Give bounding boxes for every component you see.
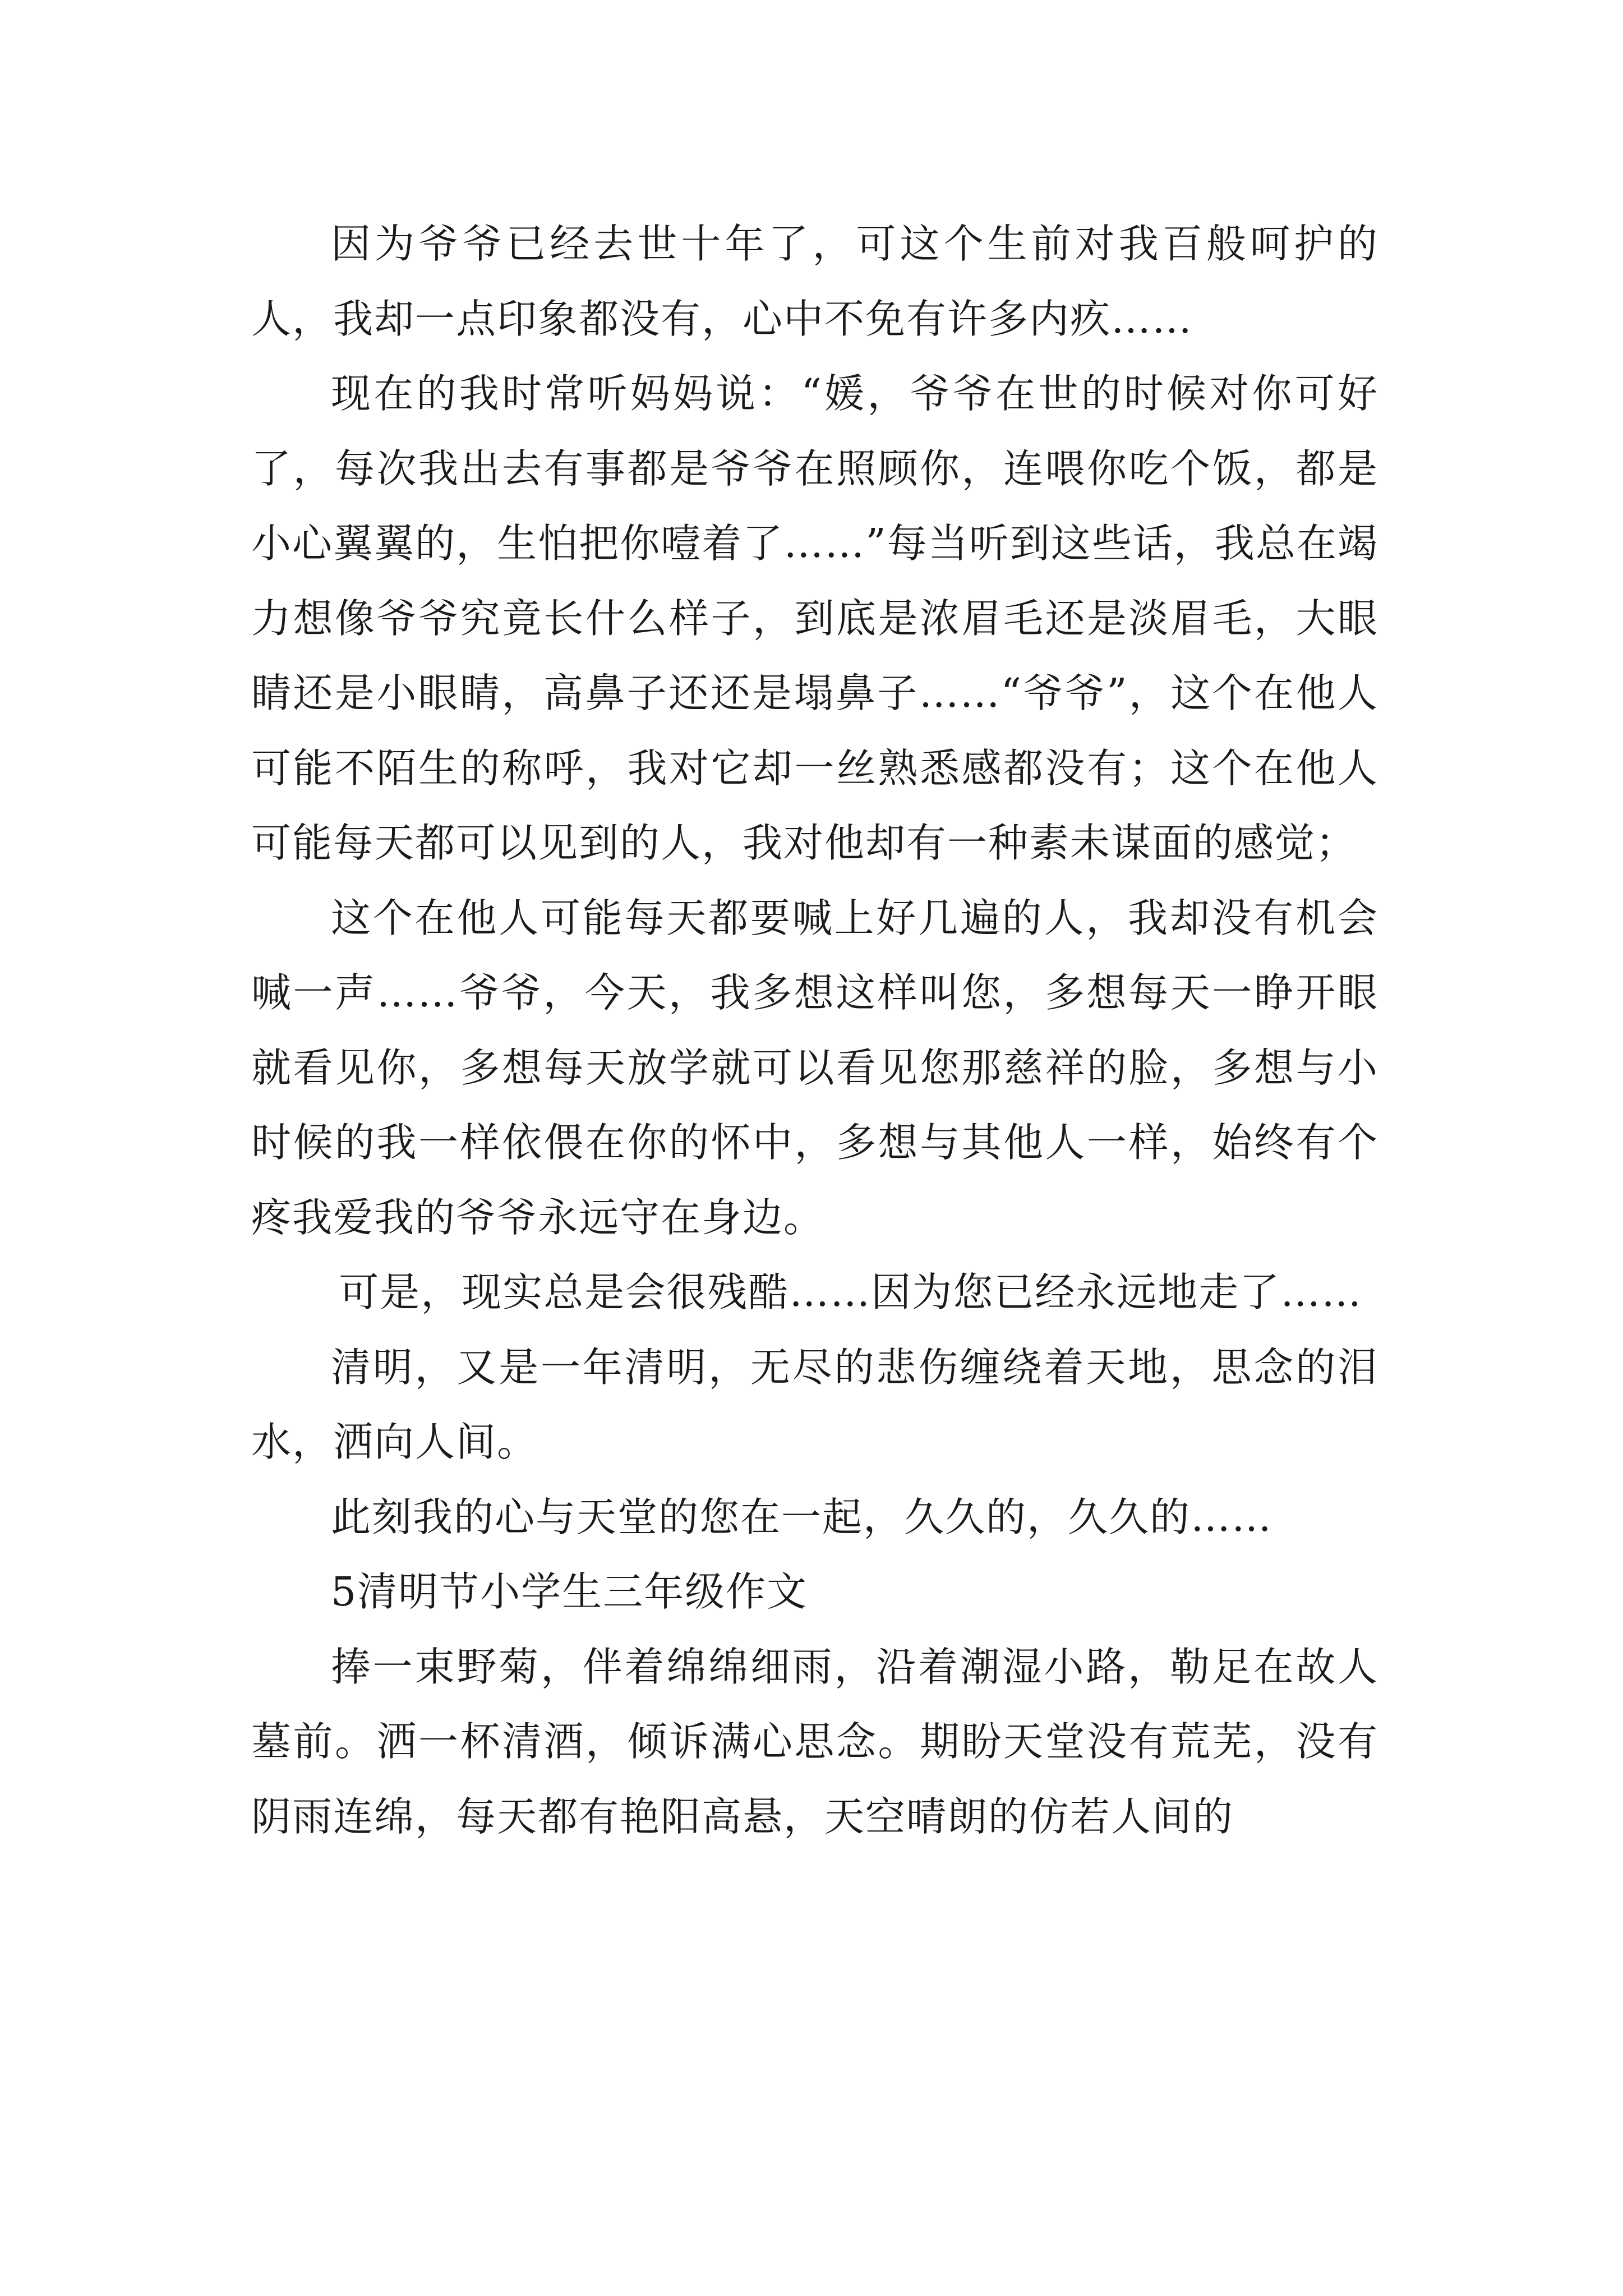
paragraph-qingming: 清明，又是一年清明，无尽的悲伤缠绕着天地，思念的泪水，洒向人间。 (251, 1343, 1378, 1465)
paragraph-longing: 这个在他人可能每天都要喊上好几遍的人，我却没有机会喊一声……爷爷，今天，我多想这样叫您，多想每天一睁开眼就看见你，多想每天放学就可以看见您那慈祥的脸，多想与小时候的我一样依偎在你的怀中，多想与其他人一样，始终有个疼我爱我的爷爷永远守在身边。 (251, 894, 1378, 1241)
paragraph-reality: 可是，现实总是会很残酷……因为您已经永远地走了…… (339, 1269, 1363, 1315)
essay-body (251, 206, 1378, 1854)
paragraph-mother-recollection: 现在的我时常听妈妈说：“媛，爷爷在世的时候对你可好了，每次我出去有事都是爷爷在照顾你，连喂你吃个饭，都是小心翼翼的，生怕把你噎着了……”每当听到这些话，我总在竭力想像爷爷究竟长什么样子，到底是浓眉毛还是淡眉毛，大眼睛还是小眼睛，高鼻子还还是塌鼻子……“爷爷”，这个在他人可能不陌生的称呼，我对它却一丝熟悉感都没有；这个在他人可能每天都可以见到的人，我对他却有一种素未谋面的感觉； (251, 370, 1378, 866)
paragraph-grandpa-passed: 因为爷爷已经去世十年了，可这个生前对我百般呵护的人，我却一点印象都没有，心中不免有许多内疚…… (251, 220, 1378, 342)
paragraph-wild-chrysanthemum: 捧一束野菊，伴着绵绵细雨，沿着潮湿小路，勒足在故人墓前。洒一杯清酒，倾诉满心思念。期盼天堂没有荒芜，没有阴雨连绵，每天都有艳阳高悬，天空晴朗的仿若人间的 (251, 1643, 1378, 1840)
section-heading: 5清明节小学生三年级作文 (331, 1568, 808, 1615)
paragraph-heart-with-you: 此刻我的心与天堂的您在一起，久久的，久久的…… (331, 1493, 1273, 1540)
